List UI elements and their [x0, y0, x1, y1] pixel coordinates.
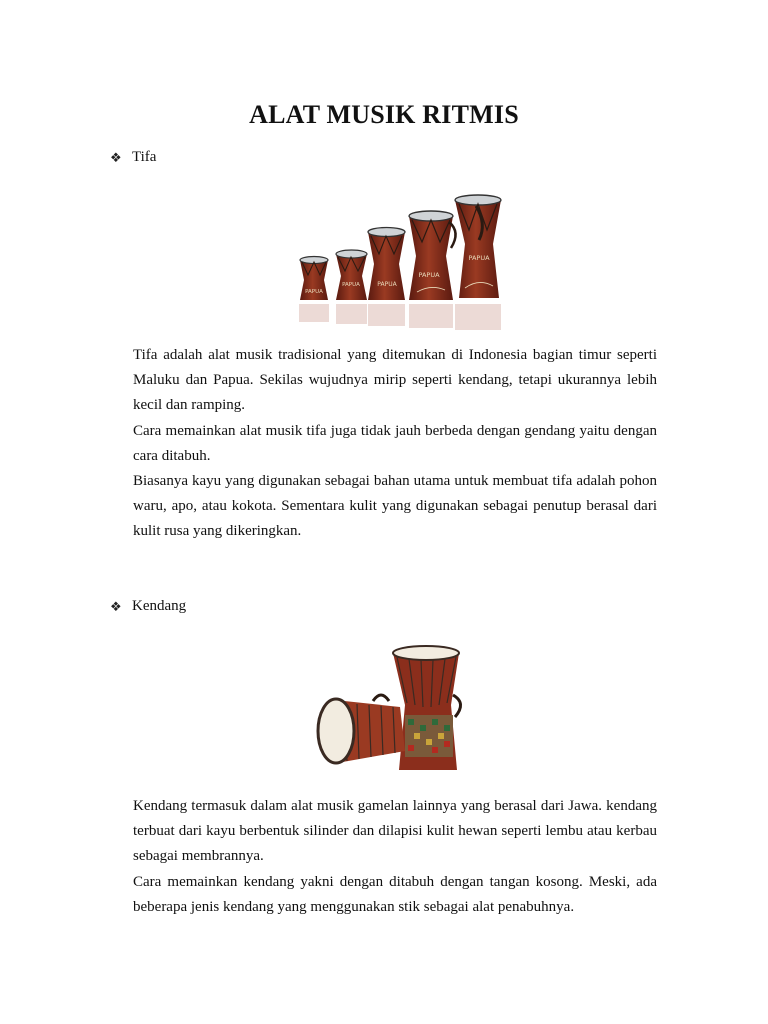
- paragraph: Biasanya kayu yang digunakan sebagai bahan utama untuk membuat tifa adalah pohon waru, apo, atau kokota. Sementara kulit yang digunakan sebagai penutup berasal dari kulit rusa yang dikeringkan.: [133, 473, 657, 540]
- paragraph: Tifa adalah alat musik tradisional yang ditemukan di Indonesia bagian timur seperti Maluku dan Papua. Sekilas wujudnya mirip seperti kendang, tetapi ukurannya lebih kecil dan ramping.: [133, 347, 657, 414]
- tifa-drums-image: [283, 180, 515, 338]
- section-heading-label: Kendang: [132, 598, 187, 614]
- tifa-drum-3: [368, 228, 405, 301]
- tifa-drum-5: [455, 195, 501, 298]
- svg-text:PAPUA: PAPUA: [468, 254, 490, 262]
- page-title: ALAT MUSIK RITMIS: [249, 100, 519, 129]
- diamond-cluster-icon: ❖: [110, 598, 122, 614]
- paragraph: Cara memainkan alat musik tifa juga tidak jauh berbeda dengan gendang yaitu dengan cara ditabuh.: [133, 422, 657, 464]
- drum-label: PAPUA: [418, 271, 440, 279]
- kendang-drums-image: [305, 625, 485, 790]
- section-heading-label: Tifa: [132, 149, 157, 165]
- paragraph: Cara memainkan kendang yakni dengan ditabuh dengan tangan kosong. Meski, ada beberapa jenis kendang yang menggunakan stik sebagai alat penabuhnya.: [133, 873, 657, 915]
- tifa-drum-2: [336, 250, 367, 300]
- drum-label: PAPUA: [305, 289, 323, 295]
- diamond-cluster-icon: ❖: [110, 149, 122, 165]
- tifa-drum-4: [409, 211, 456, 300]
- tifa-description: [133, 343, 657, 545]
- section-heading-kendang: [110, 598, 186, 615]
- section-heading-tifa: [110, 149, 156, 166]
- tifa-drum-1: [300, 257, 328, 301]
- drum-label: PAPUA: [377, 281, 397, 288]
- drum-label: PAPUA: [342, 282, 360, 288]
- paragraph: Kendang termasuk dalam alat musik gamelan lainnya yang berasal dari Jawa. kendang terbuat dari kayu berbentuk silinder dan dilapisi kulit hewan seperti lembu atau kerbau sebagai membrannya.: [133, 798, 657, 865]
- kendang-description: [133, 794, 657, 920]
